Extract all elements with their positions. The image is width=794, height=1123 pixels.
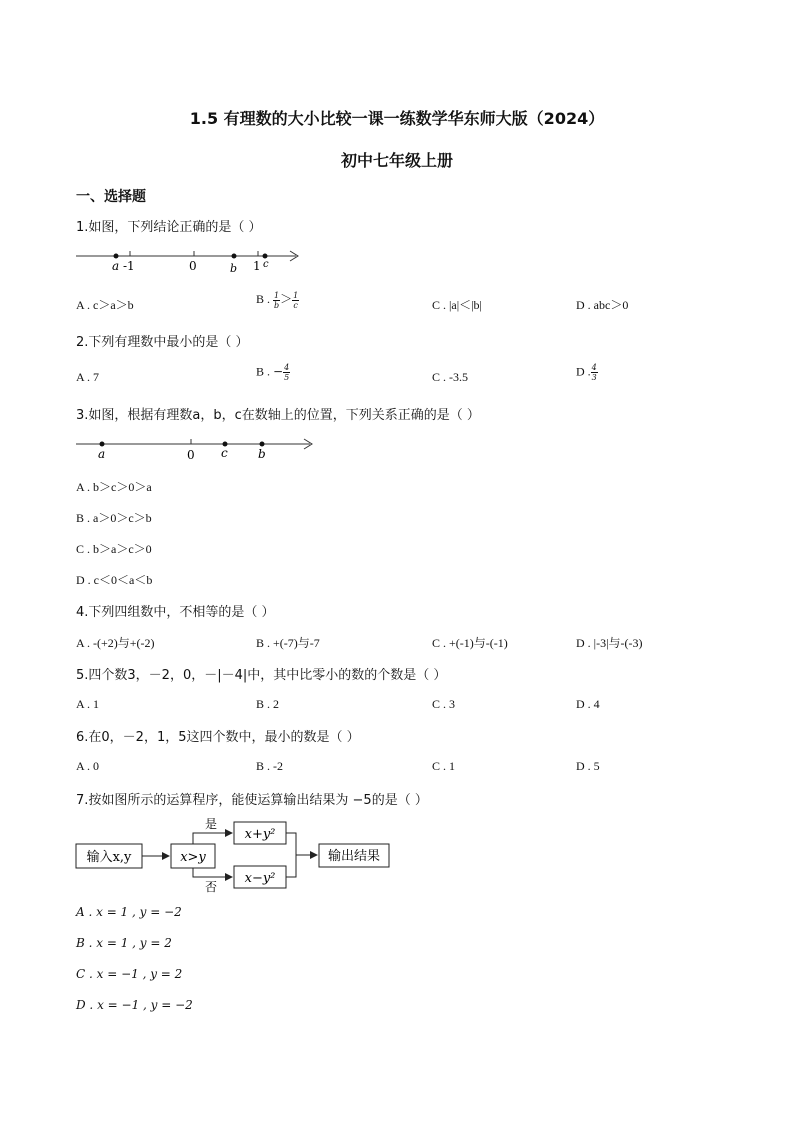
q2-option-d[interactable]: D . $\frac{4}{3}$ bbox=[576, 363, 597, 382]
q2-stem: 2.下列有理数中最小的是（ ） bbox=[76, 335, 249, 350]
q2-b-fraction: $\frac{4}{5}$ bbox=[284, 363, 290, 382]
section-heading: 一、选择题 bbox=[76, 189, 146, 205]
q5-stem: 5.四个数3，－2，0，－|－4|中，其中比零小的数的个数是（ ） bbox=[76, 668, 447, 683]
q3-number-line bbox=[74, 434, 319, 464]
q1-option-d[interactable]: D . abc＞0 bbox=[576, 298, 629, 312]
q1-option-b[interactable]: B . $\frac{1}{b}$ ＞ $\frac{1}{c}$ bbox=[256, 290, 299, 310]
q1-label-one: 1 bbox=[253, 259, 261, 273]
q5-option-a[interactable]: A . 1 bbox=[76, 697, 100, 711]
q3-label-b: b bbox=[258, 447, 266, 461]
q3-label-c: c bbox=[221, 446, 228, 460]
q1-number-line bbox=[74, 244, 304, 276]
q6-stem: 6.在0，－2，1，5这四个数中，最小的数是（ ） bbox=[76, 730, 360, 745]
q1-label-minus-one: -1 bbox=[123, 259, 135, 273]
q3-option-c[interactable]: C . b＞a＞c＞0 bbox=[76, 542, 152, 556]
q5-option-b[interactable]: B . 2 bbox=[256, 697, 280, 711]
q7-option-b[interactable]: B . x = 1 , y = 2 bbox=[76, 936, 172, 950]
q3-stem: 3.如图，根据有理数a，b，c在数轴上的位置，下列关系正确的是（ ） bbox=[76, 408, 480, 423]
document-title: 1.5 有理数的大小比较一课一练数学华东师大版（2024） bbox=[189, 109, 605, 128]
q3-label-zero: 0 bbox=[187, 448, 195, 462]
flow-top-expr: x+y² bbox=[244, 827, 276, 842]
flow-no-label: 否 bbox=[205, 880, 218, 894]
q7-option-c[interactable]: C . x = −1 , y = 2 bbox=[76, 967, 183, 981]
q1-option-a[interactable]: A . c＞a＞b bbox=[76, 298, 134, 312]
flow-input-label: 输入x,y bbox=[86, 850, 132, 865]
q3-option-a[interactable]: A . b＞c＞0＞a bbox=[76, 480, 152, 494]
q6-option-b[interactable]: B . -2 bbox=[256, 759, 283, 773]
q7-stem: 7.按如图所示的运算程序，能使运算输出结果为 −5的是（ ） bbox=[76, 793, 428, 808]
q5-option-c[interactable]: C . 3 bbox=[432, 697, 456, 711]
q4-option-c[interactable]: C . +(-1)与-(-1) bbox=[432, 636, 508, 650]
q7-flowchart bbox=[74, 814, 394, 894]
q3-point-a bbox=[100, 442, 105, 447]
q7-option-d[interactable]: D . x = −1 , y = −2 bbox=[76, 998, 193, 1012]
q2-option-b[interactable]: B . − $\frac{4}{5}$ bbox=[256, 363, 290, 382]
q4-option-b[interactable]: B . +(-7)与-7 bbox=[256, 636, 320, 650]
q1-stem: 1.如图，下列结论正确的是（ ） bbox=[76, 220, 262, 235]
q1-b-fraction-1: $\frac{1}{b}$ bbox=[274, 290, 280, 310]
q1-point-c bbox=[263, 254, 268, 259]
q6-option-c[interactable]: C . 1 bbox=[432, 759, 456, 773]
q5-option-d[interactable]: D . 4 bbox=[576, 697, 600, 711]
q3-label-a: a bbox=[98, 447, 106, 461]
flow-yes-label: 是 bbox=[205, 817, 218, 831]
q7-option-a[interactable]: A . x = 1 , y = −2 bbox=[76, 905, 182, 919]
q1-label-c: c bbox=[263, 259, 269, 270]
q2-d-fraction: $\frac{4}{3}$ bbox=[591, 363, 597, 382]
q6-option-a[interactable]: A . 0 bbox=[76, 759, 100, 773]
q1-label-zero: 0 bbox=[189, 259, 197, 273]
q6-option-d[interactable]: D . 5 bbox=[576, 759, 600, 773]
flow-condition-label: x>y bbox=[180, 850, 206, 865]
q1-label-b: b bbox=[230, 262, 238, 275]
flow-output-label: 输出结果 bbox=[327, 849, 381, 864]
q4-option-d[interactable]: D . |-3|与-(-3) bbox=[576, 636, 643, 650]
q1-point-b bbox=[232, 254, 237, 259]
q3-point-b bbox=[260, 442, 265, 447]
q3-option-d[interactable]: D . c＜0＜a＜b bbox=[76, 573, 153, 587]
q4-stem: 4.下列四组数中，不相等的是（ ） bbox=[76, 605, 275, 620]
q1-b-fraction-2: $\frac{1}{c}$ bbox=[293, 290, 299, 310]
q4-option-a[interactable]: A . -(+2)与+(-2) bbox=[76, 636, 155, 650]
q2-option-a[interactable]: A . 7 bbox=[76, 370, 100, 384]
q3-option-b[interactable]: B . a＞0＞c＞b bbox=[76, 511, 152, 525]
flow-bottom-expr: x−y² bbox=[244, 871, 276, 886]
q1-label-a: a bbox=[112, 259, 120, 273]
q1-option-c[interactable]: C . |a|＜|b| bbox=[432, 298, 482, 312]
document-subtitle: 初中七年级上册 bbox=[340, 151, 453, 170]
q1-point-a bbox=[114, 254, 119, 259]
q2-option-c[interactable]: C . -3.5 bbox=[432, 370, 468, 384]
